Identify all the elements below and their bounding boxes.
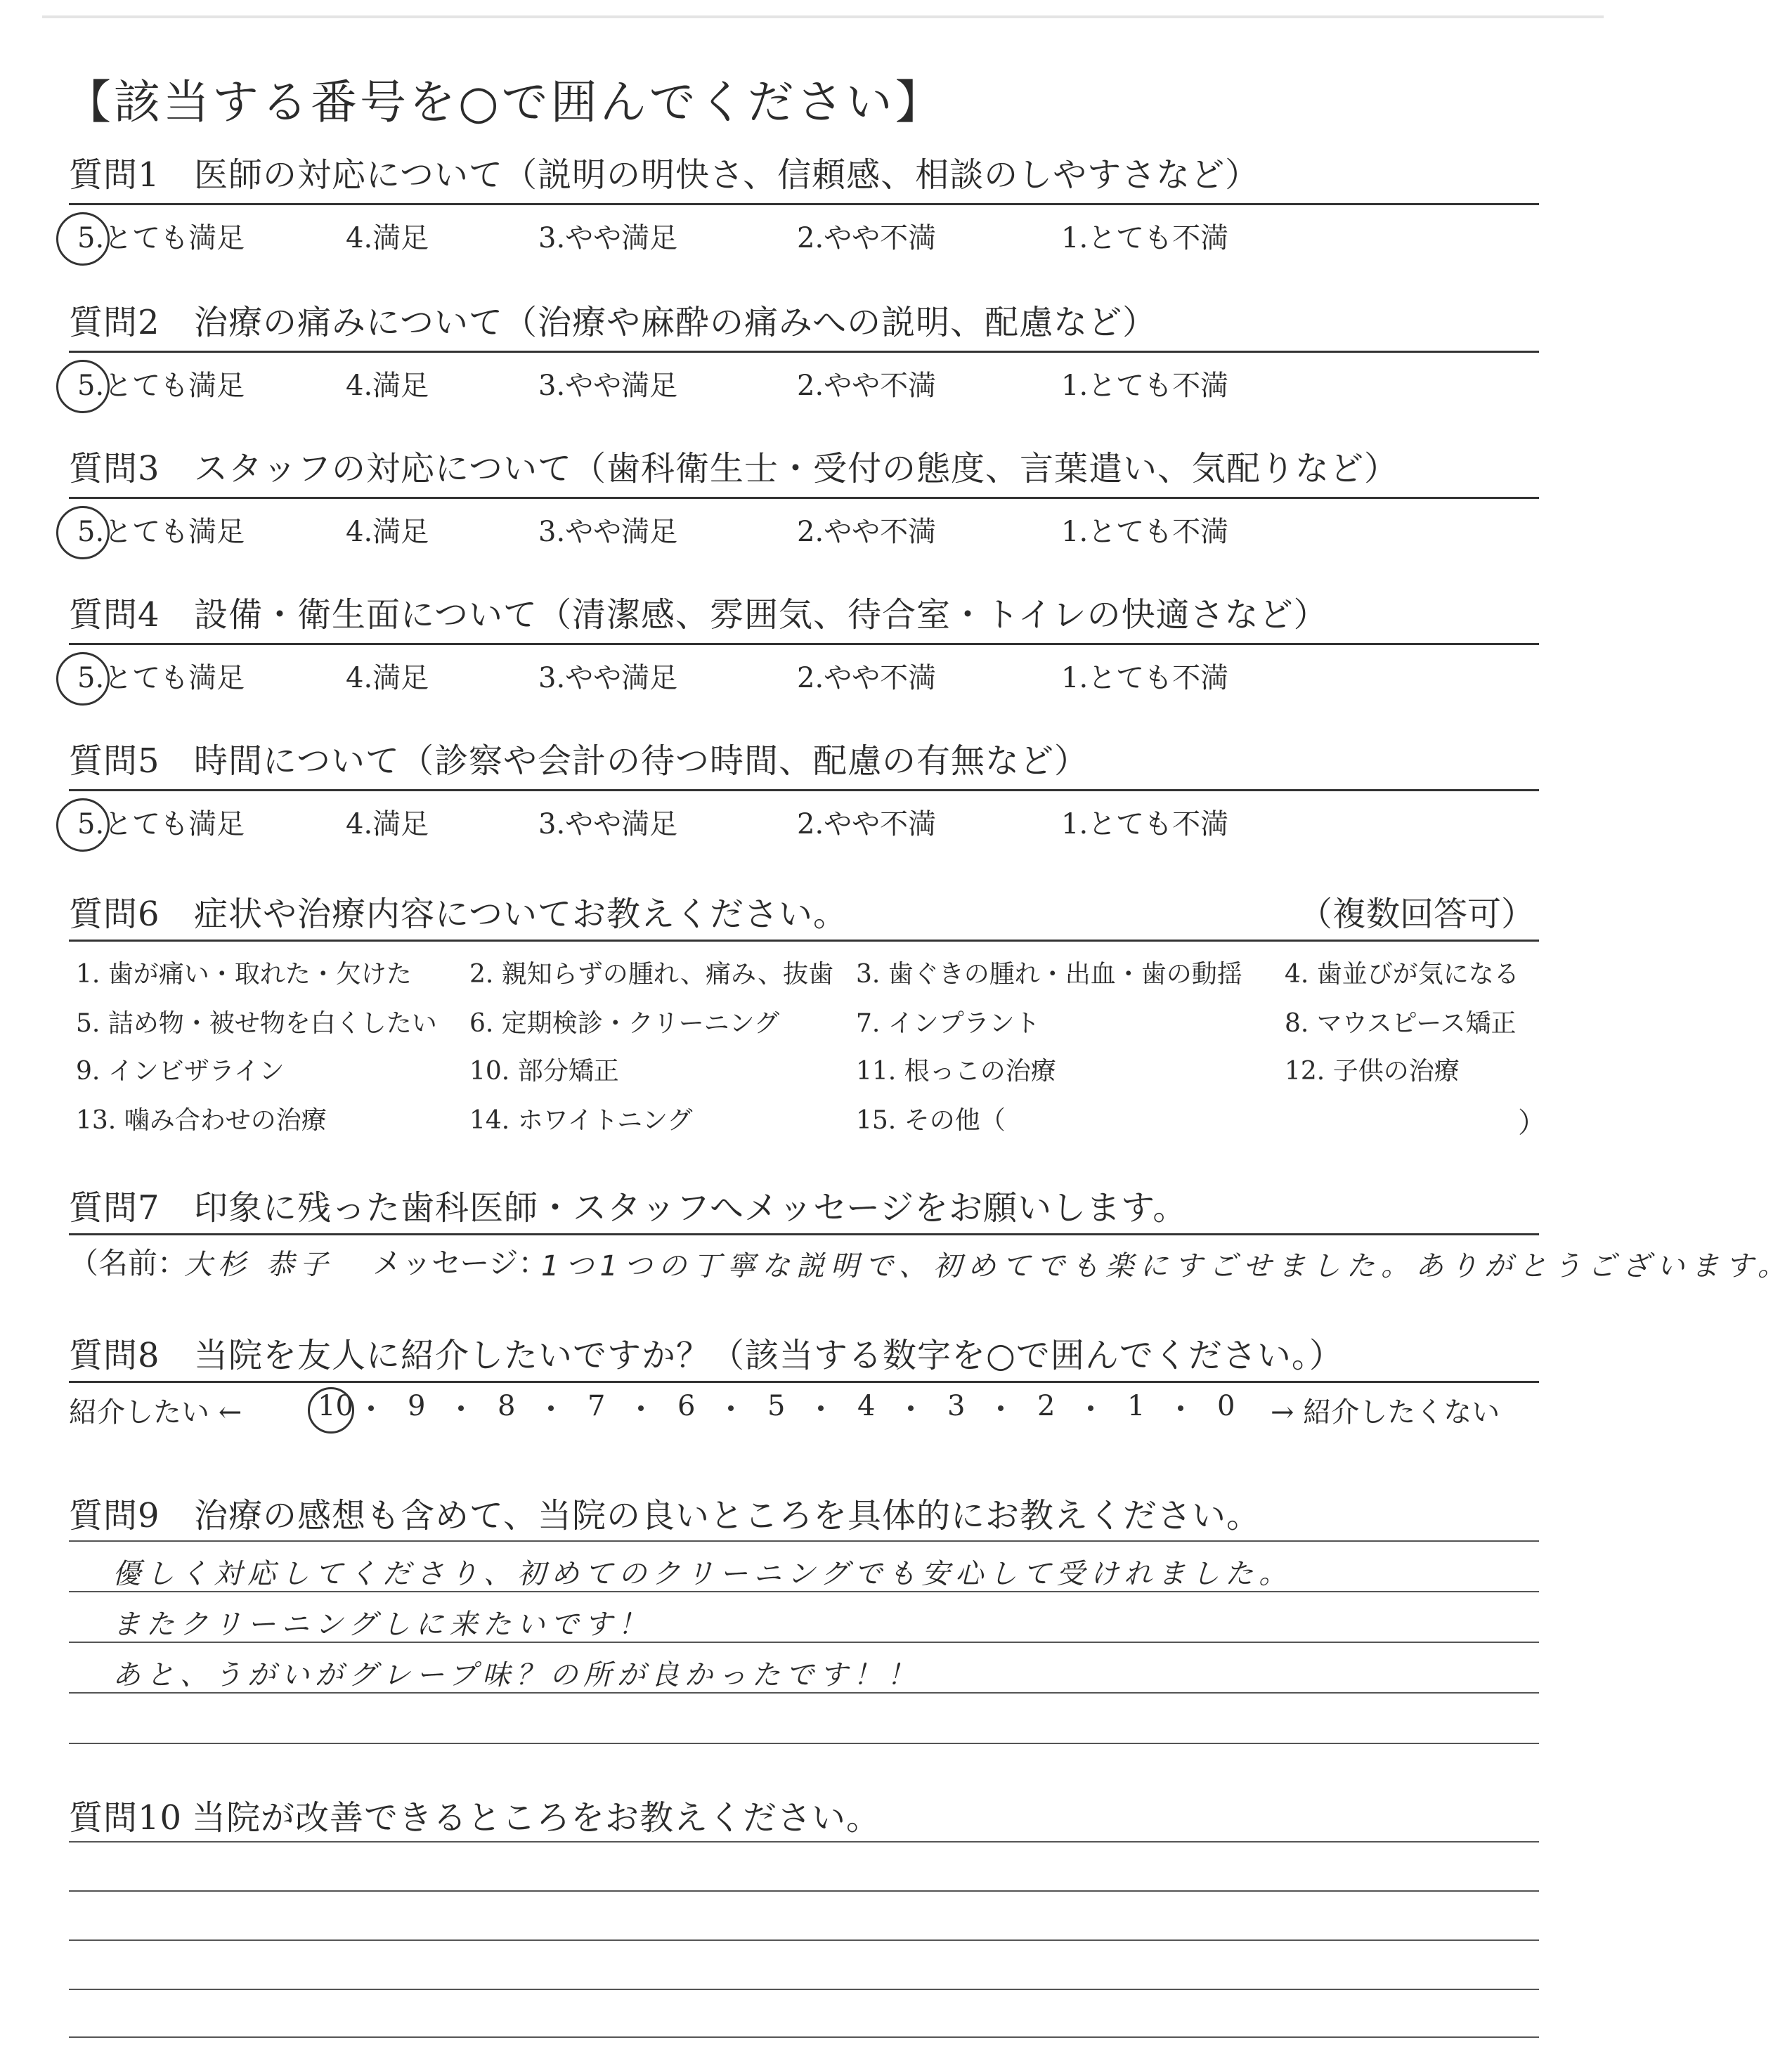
q9-heading (69, 1488, 1261, 1537)
q5-selected-circle (56, 798, 110, 852)
q4-number: 質問4 (69, 595, 160, 635)
q7-heading (69, 1181, 1187, 1229)
q8-scale-0[interactable]: 0 (1217, 1390, 1235, 1422)
q9-answer-line (69, 1540, 1539, 1542)
q7-rule (69, 1233, 1539, 1235)
q4-option-5[interactable]: 5.とても満足 (77, 662, 245, 694)
q8-scale-4[interactable]: 4 (857, 1390, 876, 1422)
q2-heading (69, 295, 1157, 344)
q5-heading (69, 734, 1089, 782)
q10-answer-line (69, 1989, 1539, 1990)
q8-scale-6[interactable]: 6 (677, 1390, 696, 1422)
q8-scale-separator (368, 1405, 374, 1411)
q10-answer-line (69, 1939, 1539, 1941)
q4-selected-circle (56, 652, 110, 706)
q8-scale-separator (908, 1405, 914, 1411)
q4-heading (69, 587, 1328, 636)
q5-option-3[interactable]: 3.やや満足 (538, 808, 678, 840)
q6-option-15[interactable]: 15. その他（ (856, 1106, 1006, 1135)
q6-heading (69, 887, 848, 935)
q6-other-close-paren: ） (1518, 1107, 1546, 1139)
q8-heading (69, 1328, 1344, 1377)
q8-selected-circle (308, 1387, 354, 1434)
q1-option-5[interactable]: 5.とても満足 (77, 222, 245, 254)
q6-option-11[interactable]: 11. 根っこの治療 (856, 1057, 1056, 1086)
q6-rule (69, 940, 1539, 942)
q7-message-handwritten: 1つ1つの丁寧な説明で、初めてでも楽にすごせました。ありがとうございます。 (541, 1250, 1792, 1282)
q3-option-1[interactable]: 1.とても不満 (1061, 516, 1229, 548)
q8-scale-separator (458, 1405, 464, 1411)
q10-heading (69, 1791, 881, 1839)
q4-option-2[interactable]: 2.やや不満 (797, 662, 937, 694)
q2-option-1[interactable]: 1.とても不満 (1061, 370, 1229, 402)
q9-handwritten-line-2: またクリーニングしに来たいです！ (112, 1609, 652, 1641)
q4-option-4[interactable]: 4.満足 (346, 662, 429, 694)
q8-scale-separator (1178, 1405, 1183, 1411)
q9-handwritten-line-3: あと、うがいがグレープ味？の所が良かったです！！ (112, 1659, 921, 1691)
q2-option-5[interactable]: 5.とても満足 (77, 370, 245, 402)
q6-option-10[interactable]: 10. 部分矯正 (469, 1057, 619, 1086)
q1-heading (69, 148, 1259, 196)
q6-option-7[interactable]: 7. インプラント (856, 1009, 1040, 1038)
q1-option-4[interactable]: 4.満足 (346, 222, 429, 254)
q3-option-4[interactable]: 4.満足 (346, 516, 429, 548)
q5-rule (69, 789, 1539, 791)
q7-text: 印象に残った歯科医師・スタッフへメッセージをお願いします。 (194, 1188, 1188, 1228)
q8-scale-7[interactable]: 7 (587, 1390, 606, 1422)
q9-text: 治療の感想も含めて、当院の良いところを具体的にお教えください。 (194, 1496, 1261, 1535)
q9-answer-line (69, 1743, 1539, 1744)
q2-selected-circle (56, 360, 110, 413)
form-instruction-header: 【該当する番号を○で囲んでください】 (65, 75, 944, 129)
q10-number: 質問10 (69, 1798, 183, 1838)
q10-text: 当院が改善できるところをお教えください。 (192, 1798, 881, 1838)
q6-option-2[interactable]: 2. 親知らずの腫れ、痛み、抜歯 (469, 960, 834, 989)
q3-selected-circle (56, 506, 110, 559)
q4-option-1[interactable]: 1.とても不満 (1061, 662, 1229, 694)
q6-option-1[interactable]: 1. 歯が痛い・取れた・欠けた (76, 960, 412, 989)
q6-option-14[interactable]: 14. ホワイトニング (469, 1106, 693, 1135)
scan-top-edge (42, 15, 1604, 18)
q8-scale-1[interactable]: 1 (1127, 1390, 1145, 1422)
q1-option-3[interactable]: 3.やや満足 (538, 222, 678, 254)
q3-option-2[interactable]: 2.やや不満 (797, 516, 937, 548)
q7-name-label: （名前： (69, 1246, 188, 1280)
q2-number: 質問2 (69, 303, 160, 342)
q7-number: 質問7 (69, 1188, 160, 1228)
q4-rule (69, 643, 1539, 645)
q6-option-13[interactable]: 13. 噛み合わせの治療 (76, 1106, 327, 1135)
q6-number: 質問6 (69, 895, 160, 934)
q8-number: 質問8 (69, 1336, 160, 1375)
q6-option-12[interactable]: 12. 子供の治療 (1285, 1057, 1460, 1086)
q2-option-3[interactable]: 3.やや満足 (538, 370, 678, 402)
q4-option-3[interactable]: 3.やや満足 (538, 662, 678, 694)
q10-answer-line (69, 1890, 1539, 1892)
q8-scale-5[interactable]: 5 (767, 1390, 786, 1422)
q3-option-3[interactable]: 3.やや満足 (538, 516, 678, 548)
q8-scale-separator (818, 1405, 824, 1411)
q5-text: 時間について（診察や会計の待つ時間、配慮の有無など） (194, 741, 1089, 781)
q8-scale-separator (1088, 1405, 1093, 1411)
q6-option-9[interactable]: 9. インビザライン (76, 1057, 285, 1086)
q1-rule (69, 203, 1539, 205)
q1-option-1[interactable]: 1.とても不満 (1061, 222, 1229, 254)
q8-scale-3[interactable]: 3 (947, 1390, 966, 1422)
q2-option-2[interactable]: 2.やや不満 (797, 370, 937, 402)
q6-text: 症状や治療内容についてお教えください。 (194, 895, 848, 934)
q8-scale-separator (638, 1405, 644, 1411)
q6-option-5[interactable]: 5. 詰め物・被せ物を白くしたい (76, 1009, 437, 1038)
q8-scale-separator (548, 1405, 554, 1411)
q8-scale-separator (728, 1405, 734, 1411)
q7-message-label: メッセージ： (372, 1246, 548, 1280)
q2-rule (69, 351, 1539, 353)
q1-option-2[interactable]: 2.やや不満 (797, 222, 937, 254)
q8-text: 当院を友人に紹介したいですか？（該当する数字を○で囲んでください。） (194, 1336, 1344, 1375)
q3-rule (69, 497, 1539, 499)
q6-option-6[interactable]: 6. 定期検診・クリーニング (469, 1009, 780, 1038)
q5-option-5[interactable]: 5.とても満足 (77, 808, 245, 840)
q2-option-4[interactable]: 4.満足 (346, 370, 429, 402)
q8-scale-separator (998, 1405, 1004, 1411)
q3-number: 質問3 (69, 449, 160, 488)
q1-text: 医師の対応について（説明の明快さ、信頼感、相談のしやすさなど） (194, 155, 1260, 195)
q9-number: 質問9 (69, 1496, 160, 1535)
q8-scale-9[interactable]: 9 (408, 1390, 426, 1422)
q3-text: スタッフの対応について（歯科衛生士・受付の態度、言葉遣い、気配りなど） (194, 449, 1399, 488)
q8-rule (69, 1381, 1539, 1383)
q5-option-2[interactable]: 2.やや不満 (797, 808, 937, 840)
q8-scale-2[interactable]: 2 (1037, 1390, 1056, 1422)
q2-text: 治療の痛みについて（治療や麻酔の痛みへの説明、配慮など） (194, 303, 1157, 342)
q6-option-3[interactable]: 3. 歯ぐきの腫れ・出血・歯の動揺 (856, 960, 1242, 989)
q8-scale-8[interactable]: 8 (498, 1390, 516, 1422)
q5-number: 質問5 (69, 741, 160, 781)
q10-answer-line (69, 1841, 1539, 1843)
q5-option-1[interactable]: 1.とても不満 (1061, 808, 1229, 840)
q1-selected-circle (56, 212, 110, 266)
q9-handwritten-line-1: 優しく対応してくださり、初めてのクリーニングでも安心して受けれました。 (112, 1558, 1293, 1590)
q6-option-8[interactable]: 8. マウスピース矯正 (1285, 1009, 1517, 1038)
q3-option-5[interactable]: 5.とても満足 (77, 516, 245, 548)
q7-name-handwritten: 大杉 恭子 (184, 1249, 334, 1281)
q5-option-4[interactable]: 4.満足 (346, 808, 429, 840)
q8-right-label: → 紹介したくない (1271, 1396, 1500, 1429)
q6-multiple-answer-note: （複数回答可） (1298, 895, 1535, 934)
q4-text: 設備・衛生面について（清潔感、雰囲気、待合室・トイレの快適さなど） (194, 595, 1328, 635)
q10-answer-line (69, 2036, 1539, 2038)
q3-heading (69, 441, 1398, 490)
q6-option-4[interactable]: 4. 歯並びが気になる (1285, 960, 1519, 989)
q1-number: 質問1 (69, 155, 160, 195)
q8-scale-10[interactable]: 10 (318, 1390, 353, 1422)
q8-left-label: 紹介したい ← (69, 1396, 242, 1429)
